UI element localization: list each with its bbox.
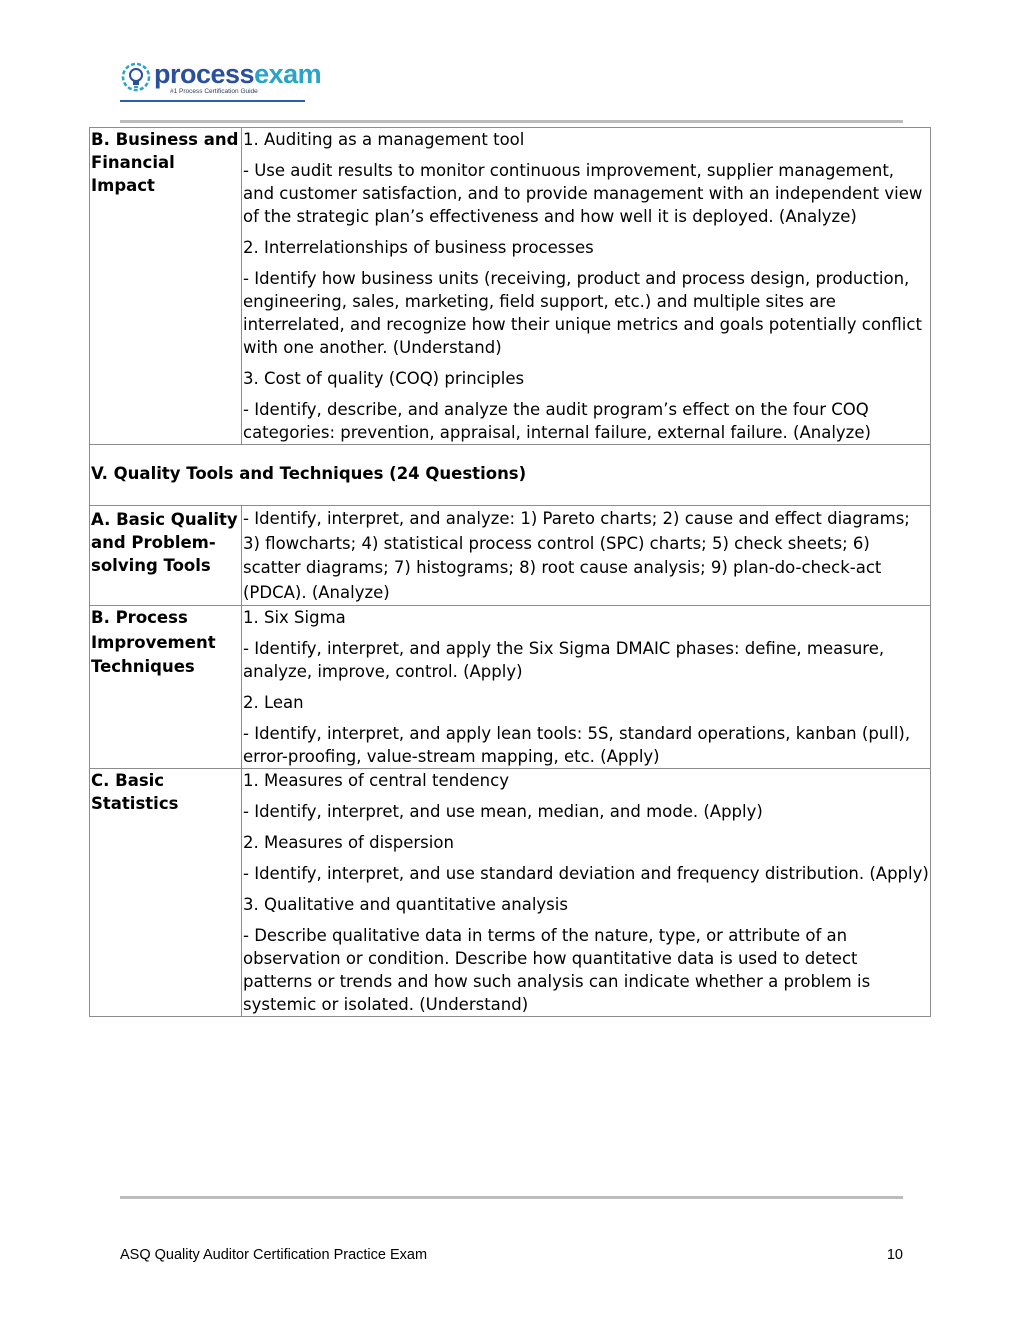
list-item: 2. Lean [243, 693, 304, 712]
header-divider [120, 120, 903, 123]
table-row [90, 128, 931, 445]
row-heading: B. Business and Financial Impact [90, 128, 242, 445]
logo-word-exam: exam [254, 59, 322, 89]
footer-document-title: ASQ Quality Auditor Certification Practice Exam [120, 1247, 428, 1263]
table-row [90, 606, 931, 769]
list-item: - Identify, interpret, and use mean, median, and mode. (Apply) [243, 802, 763, 821]
row-heading: B. Process Improvement Techniques [90, 606, 242, 769]
list-item: 2. Interrelationships of business processes [243, 238, 594, 257]
list-item: - Identify, describe, and analyze the audit program’s effect on the four COQ categories: prevention, appraisal, internal failure, external failure. (Analyze) [243, 400, 871, 442]
syllabus-table [89, 127, 931, 1017]
logo-underline [120, 100, 305, 102]
list-item: 1. Auditing as a management tool [243, 130, 525, 149]
table-row [90, 445, 931, 506]
logo-tagline: #1 Process Certification Guide [170, 88, 258, 95]
table-row [90, 506, 931, 606]
section-heading: V. Quality Tools and Techniques (24 Questions) [90, 445, 931, 506]
list-item: - Describe qualitative data in terms of the nature, type, or attribute of an observation or condition. Describe how quantitative data is used to detect patterns or trends and how such analysis can indicate whether a problem is systemic or isolated. (Understand) [243, 926, 871, 1014]
list-item: - Identify how business units (receiving, product and process design, production, engineering, sales, marketing, field support, etc.) and multiple sites are interrelated, and recognize how their unique metrics and goals potentially conflict with one another. (Understand) [243, 269, 922, 357]
page-number: 10 [886, 1247, 903, 1263]
list-item: - Identify, interpret, and apply lean tools: 5S, standard operations, kanban (pull), error-proofing, value-stream mapping, etc. (Apply) [243, 724, 911, 766]
list-item: 2. Measures of dispersion [243, 833, 454, 852]
list-item: 1. Measures of central tendency [243, 771, 509, 790]
logo-wordmark [154, 58, 321, 90]
row-heading: C. Basic Statistics [90, 769, 242, 1017]
row-content [242, 506, 931, 606]
list-item: - Identify, interpret, and analyze: 1) Pareto charts; 2) cause and effect diagrams; 3) flowcharts; 4) statistical process control (SPC) charts; 5) check sheets; 6) scatter diagrams; 7) histograms; 8) root cause analysis; 9) plan-do-check-act (PDCA). (Analyze) [243, 509, 910, 602]
list-item: - Identify, interpret, and use standard deviation and frequency distribution. (Apply) [243, 864, 929, 883]
row-heading: A. Basic Quality and Problem-solving Tools [90, 506, 242, 606]
footer-divider [120, 1196, 903, 1199]
row-content [242, 606, 931, 769]
lightbulb-gear-icon [120, 60, 156, 96]
logo-word-process: process [154, 59, 255, 89]
list-item: 3. Qualitative and quantitative analysis [243, 895, 568, 914]
row-content [242, 128, 931, 445]
list-item: 1. Six Sigma [243, 608, 346, 627]
list-item: - Identify, interpret, and apply the Six Sigma DMAIC phases: define, measure, analyze, improve, control. (Apply) [243, 639, 885, 681]
list-item: - Use audit results to monitor continuous improvement, supplier management, and customer satisfaction, and to provide management with an independent view of the strategic plan’s effectiveness and how well it is deployed. (Analyze) [243, 161, 923, 226]
list-item: 3. Cost of quality (COQ) principles [243, 369, 525, 388]
processexam-logo [120, 58, 322, 104]
table-row [90, 769, 931, 1017]
row-content [242, 769, 931, 1017]
